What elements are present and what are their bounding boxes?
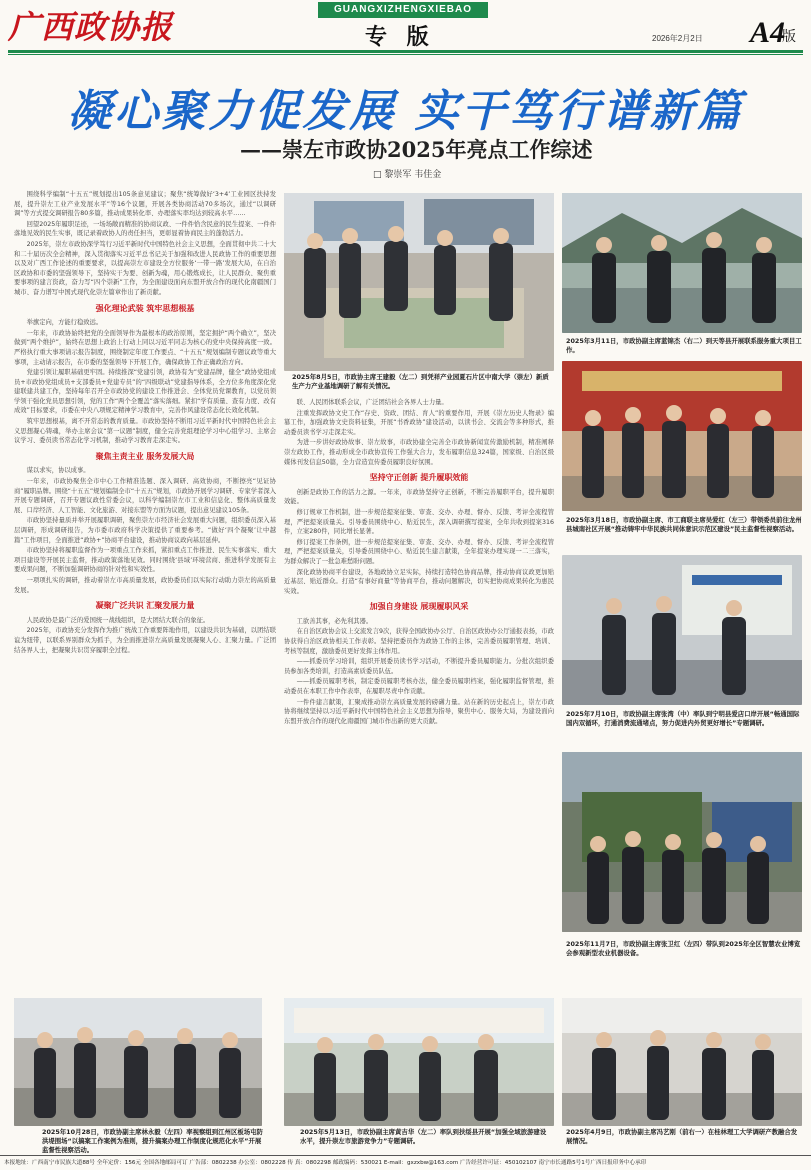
section-subtitle: 聚焦主责主业 服务发展大局 — [95, 451, 195, 461]
page-number: A4 — [750, 16, 786, 49]
paragraph: 为进一步讲好政协故事、崇左故事，市政协建全完善全市政协新闻宣传激励机制，精准阐释崇左政协工作，推动形成全市政协宣传工作强大合力，发布履职信息324篇，国家级、自治区级媒体刊发信息50篇，全力营造宣传委员履职良好氛围。 — [284, 439, 554, 466]
col1-part-b — [14, 318, 276, 446]
photo-image — [562, 555, 802, 705]
photo-image — [562, 752, 802, 932]
photo-caption: 2025年11月7日，市政协副主席张卫红（左四）带队到2025年全区智慧农业博览会参观新型农业机器设备。 — [566, 940, 801, 957]
section-subtitle: 凝聚广泛共识 汇聚发展力量 — [95, 601, 195, 611]
newspaper-logo: 广西政协报 — [8, 8, 174, 46]
paragraph: 市政协坚持将履职监督作为一项重点工作来抓，紧扣重点工作推进、民生实事落实、重大项目建设等开展民主监督，推动政策落地见效。同时围绕‘县域’环境营商、推进科学发展有主要成果问题，不断加强调研协商的针对性和实效性。 — [14, 547, 276, 574]
paragraph: 人民政协是最广泛的爱国统一战线组织，是大团结大联合的象征。 — [26, 616, 210, 624]
col1-part-d — [14, 616, 276, 655]
paragraph: 一项项扎实的调研，推动着崇左市高质量发展，政协委员们以实际行动助力崇左的高质量发展。 — [14, 576, 276, 594]
paragraph: 修订提案工作条例，进一步规范提案征集、审查、交办、办理、督办、反馈、考评全流程管理，严把提案质量关，引导委员围绕中心、贴近民生建言献策，全年提案办理实现一二三落实，为群众解决了一批急难愁盼问题。 — [284, 538, 554, 565]
section-subtitle: 坚持守正创新 提升履职效能 — [369, 473, 469, 483]
paragraph: 深化政协协商平台建设，各地政协立足实际，持续打造特色协商品牌，推动协商议政更加贴近基层、贴近群众。打造“有事好商量”等协商平台，推动问题解决，切实把协商成果转化为惠民实效。 — [284, 568, 554, 595]
photo-caption: 2025年7月10日，市政协副主席张湾（中）率队到宁明县爱店口岸开展“畅通国际国内双循环，打通消费流通堵点，努力促进内外贸更好增长”专题调研。 — [566, 710, 800, 727]
byline: □ 黎崇军 韦佳金 — [373, 170, 442, 180]
paragraph: 围绕科学编制“十五五”规划提出105条意见建议；聚焦“统筹做好‘3+4’工业园区扶持发展，提升崇左工业产业发展水平”等16个议题，开展各类协商活动70多场次，通过“以调研调”等方式提交调研报告80多篇，推动成果转化率、办理落实率均达到较高水平…… — [14, 191, 276, 218]
paragraph: 修订规章工作机制，进一步规范提案征集、审查、交办、办理、督办、反馈、考评全流程管理，严把提案质量关。引导委员围绕中心、贴近民生，深入调研撰写提案，全年共收到提案316件，立案280件，同比增长显著。 — [284, 508, 554, 536]
col2-part-a — [284, 398, 554, 467]
photo-project-visit — [562, 193, 802, 333]
pinyin-title-bar: GUANGXIZHENGXIEBAO — [318, 2, 488, 18]
photo-caption: 2025年3月18日，市政协副主席、市工商联主席吴爱红（左三）带领委员前往龙州县城南社区开展“推动铸牢中华民族共同体意识示范区建设”民主监督性视察活动。 — [566, 516, 802, 533]
page-suffix: 版 — [782, 29, 796, 45]
section-subtitle: 加强自身建设 展现履职风采 — [369, 602, 469, 612]
masthead-rule — [8, 50, 803, 53]
issue-date: 2026年2月2日 — [652, 34, 703, 43]
paragraph: 一年来，市政协始终把党的全面领导作为最根本的政治原则，坚定拥护“两个确立”，坚决做到“两个维护”，始终在思想上政治上行动上同以习近平同志为核心的党中央保持高度一致。严格执行重大事项请示报告制度，围绕制定年度工作要点、“十五五”规划编制专题议政等重大事项，主动请示报告，在市委的坚强领导下开展工作，确保政协工作正确政治方向。 — [14, 329, 276, 366]
photo-community-visit — [562, 361, 802, 511]
main-headline: 凝心聚力促发展 实干笃行谱新篇 — [67, 86, 744, 137]
photo-flood-dike — [14, 998, 262, 1126]
paragraph: 创新是政协工作的活力之源。一年来，市政协坚持守正创新，不断完善履职平台，提升履职效能。 — [284, 488, 554, 506]
paragraph: 举旗定向，方能行稳致远。 — [26, 319, 103, 327]
subheadline: ——崇左市政协2025年亮点工作综述 — [240, 137, 593, 162]
section-subtitle: 强化理论武装 筑牢思想根基 — [95, 303, 195, 313]
photo-port-visit — [562, 555, 802, 705]
paragraph: 工欲善其事，必先利其器。 — [296, 617, 373, 625]
photo-agri-expo — [562, 752, 802, 932]
paragraph: 筑牢思想根基，离不开常态的教育质量。市政协坚持不断用习近平新时代中国特色社会主义思想凝心铸魂，举办主席会议“第一议题”制度，健全完善党组理论学习中心组学习、主席会议学习、委员读书常态化学习机制，推动学习教育走深走实。 — [14, 418, 276, 445]
photo-university-visit — [562, 998, 802, 1126]
photo-caption: 2025年3月11日，市政协副主席蓝锦杰（右二）到天等县开展联系服务重大项目工作。 — [566, 337, 802, 354]
paragraph: 联、人民团体联系会议，广泛团结社会各界人士力量。 — [296, 399, 448, 406]
paragraph: ——抓委员学习培训，组织开展委员读书学习活动，不断提升委员履职能力。分批次组织委员参加各类培训，打造高素质委员队伍。 — [284, 658, 554, 675]
paragraph: 回望2025年履职足迹，一场场敞而精准的协商议政、一件件恰含民意的民生提案、一件件落地见效的民生实事，既记录着政协人的责任担当，更彰显着协商民主的蓬勃活力。 — [14, 220, 276, 238]
col1-part-c — [14, 466, 276, 595]
photo-caption: 2025年5月13日，市政协副主席黄吉华（左二）率队到扶绥县开展“加强全域旅游建设水平，提升崇左市旅游竞争力”专题调研。 — [300, 1128, 547, 1145]
paragraph: 一年来，市政协聚焦全市中心工作精准选题、深入调研、高效协商，不断擦亮“见证协商”履职品牌。围绕“十五五”规划编制全市“十五五”规划，市政协开展学习调研、专家学者深入开展专题调研，召开专题议政性常委会议，以科学编制崇左市工业和信息化、整体高质量发展、口岸经济、人工智能、文化旅游、对接东盟等方面为议题，提出意见建议105条。 — [14, 478, 276, 514]
paragraph: 市政协坚持量质并举开展履职调研，聚焦崇左市经济社会发展重大问题，组织委员深入基层调研，形成调研报告，为市委市政府科学决策提供了重要参考。“做好‘四个凝聚’让中越篇”工作项目，全面推进“政协+”协商平台建设，推动协商议政向基层延伸。 — [14, 517, 276, 544]
paragraph: 党建引领让履职基础更牢固。持续推深“党建引领，政协有为”党建品牌，健全“政协党组成员+市政协党组成员+支部委员+党建专员”的“四级联动”党建指导体系，全方位多角度深化党建联建共建工作，坚持每年召开全市政协党的建设工作推进会、全体党员党课教育，以党员领学领干强化党员思想引领，党的工作“两个全覆盖”落实落细。紧扣“学有质量、查有力度、改有成效”目标要求，市委在中央八项规定精神学习教育中，完善作风建设常态化长效化机制。 — [14, 369, 276, 415]
photo-site-visit — [284, 193, 554, 371]
paragraph: 2025年，崇左市政协深学笃行习近平新时代中国特色社会主义思想，全面贯彻中共二十大和二十届历次全会精神，深入贯彻落实习近平总书记关于加强和改进人民政协工作的重要思想以及对广西工作论述的重要要求，以提高崇左市建设全方位服务‘一带一路’发展大局，在自治区政协和市委的坚强领导下，坚持实干为要、创新为魂，用心锻炼成长，让人民群众、聚焦重要事项的建言资政，奋力写“四个崇新”工作，为全面建设面向东盟开放合作的现代化南疆国门城市、奋力谱写中国式现代化崇左篇章作出了新贡献。 — [14, 240, 276, 296]
masthead-rule-thin — [8, 54, 803, 55]
photo-caption: 2025年8月5日，市政协主席王建毅（左二）到凭祥产业园夏石片区中南大学（崇左）新质生产力产业基地调研了解有关情况。 — [292, 373, 549, 390]
masthead — [0, 0, 811, 52]
section-name: 专 版 — [365, 24, 435, 50]
text-column-left — [14, 190, 276, 992]
photo-caption: 2025年10月28日，市政协副主席林永毅（左四）率视察组到江州区板场屯防洪堤围场“以搞案工作案例为准则，提升搞案办理工作制度化规范化水平”开展监督性视察活动。 — [42, 1128, 263, 1154]
paragraph: ——抓委员履职考核，制定委员履职考核办法，健全委员履职档案，强化履职监督管理，推动委员在本职工作中作表率，在履职尽责中作贡献。 — [284, 678, 554, 696]
col1-part-a — [14, 190, 276, 298]
photo-image — [284, 193, 554, 371]
footer-rule — [0, 1155, 811, 1156]
paragraph: 注重发挥政协文史工作“存史、资政、团结、育人”的重要作用，开展《崇左历史人物录》编纂工作，加强政协文史资料征集，开展“书香政协”建设活动，以读书会、交流会等多种形式，推动委员读书学习走深走实。 — [284, 409, 554, 436]
paragraph: 一件件建言献策，汇聚成推动崇左高质量发展的磅礴力量。站在新的历史起点上，崇左市政协将继续坚持以习近平新时代中国特色社会主义思想为指导，聚焦中心、服务大局，为建设面向东盟开放合作的现代化南疆国门城市作出新的更大贡献。 — [284, 698, 554, 725]
col2-part-b — [284, 488, 554, 597]
paragraph: 2025年，市政协充分发挥作为推广统战工作重要阵地作用，以建设共识为基础，以团结联谊为纽带，以联系界别群众为抓手，为全面推进崇左高质量发展凝聚人心、汇聚力量。广泛团结各界人士，把凝聚共识贯穿履职全过程。 — [14, 627, 276, 654]
photo-image — [284, 998, 554, 1126]
photo-image — [562, 998, 802, 1126]
photo-image — [14, 998, 262, 1126]
photo-tourism-visit — [284, 998, 554, 1126]
paragraph: 谋以求实，协以成事。 — [26, 467, 90, 475]
photo-image — [562, 193, 802, 333]
photo-image — [562, 361, 802, 511]
photo-caption: 2025年4月9日，市政协副主席冯艺刚（前右一）在桂林理工大学调研产教融合发展情况。 — [566, 1128, 798, 1145]
paragraph: 在自治区政协会议上交流发言9次，获得全国政协办公厅、自治区政协办公厅通报表扬，市政协获得自治区政协相关工作表彰。坚持把委员作为政协工作的主体，完善委员履职管理、培训、考核等制度，激励委员更好发挥主体作用。 — [284, 628, 554, 655]
col2-part-c — [284, 617, 554, 727]
footer-info: 本报地址：广西南宁市民族大道88号 全年定价：156元 全国各地邮局可订 广告部：0802238 办公室：0802228 传 真：0802298 邮政编码：530021 E-mail：gxzxbw@163.com 广告经营许可证：450102107 南宁市长通路5号1号广西日报印务中心承印 — [4, 1160, 647, 1166]
text-column-middle — [284, 398, 554, 993]
